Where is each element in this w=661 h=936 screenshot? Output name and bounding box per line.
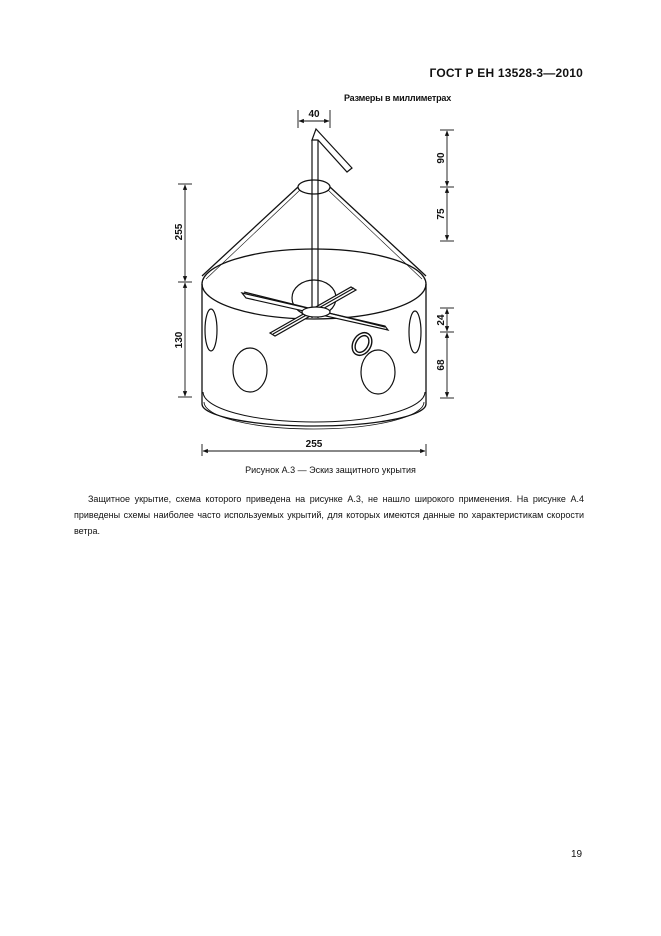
hole-right-front xyxy=(361,350,395,394)
page-number: 19 xyxy=(571,849,583,860)
side-holes xyxy=(205,280,421,394)
cross-bars xyxy=(242,287,388,336)
ring-sensor xyxy=(348,329,376,359)
dim-label-total-height: 255 xyxy=(174,223,185,241)
dim-label-hole-upper: 24 xyxy=(436,314,447,326)
dim-label-body-height: 130 xyxy=(174,331,185,349)
figure-caption: Рисунок А.3 — Эскиз защитного укрытия xyxy=(245,465,416,475)
body-paragraph: Защитное укрытие, схема которого приведена на рисунке А.3, не нашло широкого применения. На рисунке А.4 приведены схемы наиболее часто используемых укрытий, для которых имеются данные по характеристикам скорости ветра. xyxy=(74,494,584,536)
dim-right-top xyxy=(440,130,454,241)
dim-label-diameter: 255 xyxy=(305,439,323,450)
dim-label-cone-height: 75 xyxy=(436,208,447,220)
dim-label-top-width: 40 xyxy=(308,109,320,120)
cylinder-bottom-rim xyxy=(202,404,426,426)
document-standard-header: ГОСТ Р ЕН 13528-3—2010 xyxy=(429,66,583,80)
cylinder-body xyxy=(202,249,426,429)
hole-left-side xyxy=(205,309,217,351)
dim-left-heights xyxy=(178,184,192,397)
dim-label-vane-height: 90 xyxy=(436,152,447,164)
cone-roof xyxy=(202,180,426,279)
hole-right-side xyxy=(409,311,421,353)
dim-label-hole-lower: 68 xyxy=(436,359,447,371)
cone-top-opening xyxy=(298,180,330,194)
hole-left-front xyxy=(233,348,267,392)
units-note: Размеры в миллиметрах xyxy=(344,93,452,103)
